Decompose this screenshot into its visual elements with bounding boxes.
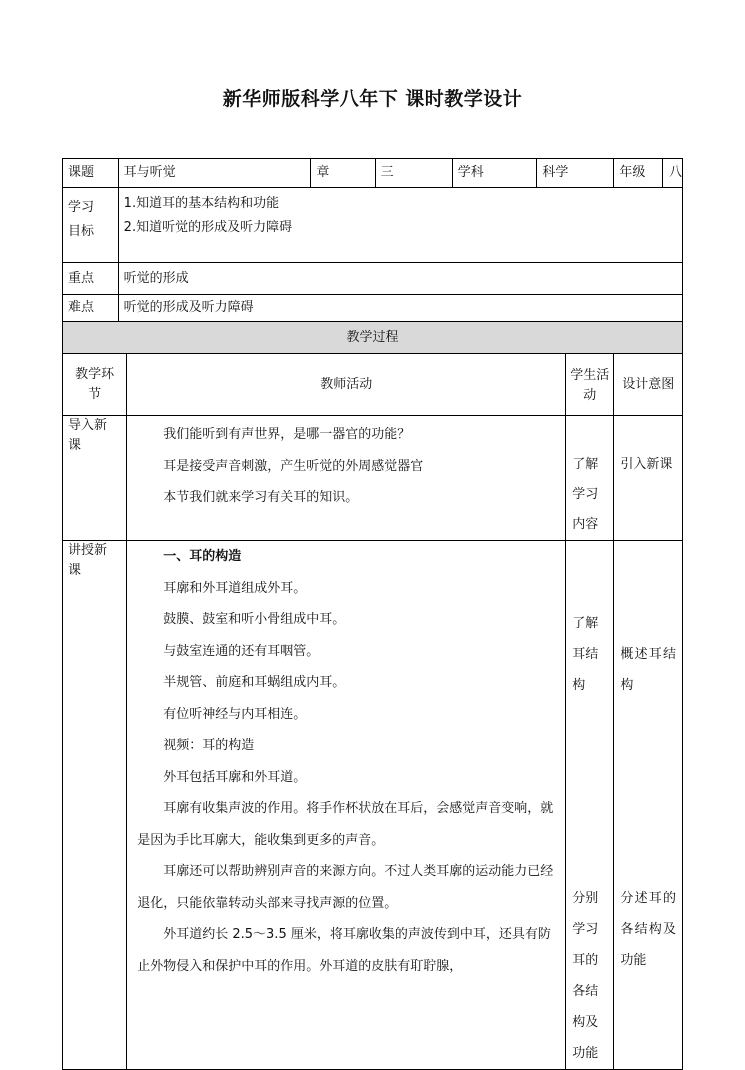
teacher-paragraph: 外耳道约长 2.5～3.5 厘米，将耳廓收集的声波传到中耳，还具有防止外物侵入和保护中耳的作用。外耳道的皮肤有耵聍腺，	[137, 927, 551, 974]
lecture-teacher	[127, 541, 566, 1070]
lecture-stage: 讲授新 课	[63, 541, 127, 1070]
lesson-value: 耳与听觉	[118, 159, 311, 188]
column-header-row	[63, 354, 683, 416]
page-title: 新华师版科学八年下 课时教学设计	[222, 88, 523, 110]
intro-teacher	[127, 416, 566, 541]
col-intent-header: 设计意图	[614, 354, 683, 416]
col-student-header: 学生活动	[566, 354, 614, 416]
chapter-label: 章	[311, 159, 375, 188]
teacher-paragraph: 耳廓还可以帮助辨别声音的来源方向。不过人类耳廓的运动能力已经退化，只能依靠转动头部来寻找声源的位置。	[137, 864, 554, 911]
chapter-value: 三	[375, 159, 452, 188]
goals-label: 学习 目标	[63, 188, 119, 263]
subject-value: 科学	[537, 159, 614, 188]
grade-label: 年级	[614, 159, 663, 187]
goal-item: 1.知道耳的基本结构和功能	[123, 196, 280, 211]
teacher-line: 与鼓室连通的还有耳咽管。	[163, 643, 320, 659]
lecture-row	[63, 541, 683, 1070]
col-teacher-header: 教师活动	[127, 354, 566, 416]
teacher-line: 本节我们就来学习有关耳的知识。	[163, 490, 359, 505]
process-header-row	[63, 322, 683, 354]
difficulty-value: 听觉的形成及听力障碍	[118, 295, 682, 322]
key-point-row	[63, 263, 683, 295]
goals-content	[118, 188, 682, 263]
grade-value: 八	[668, 165, 682, 180]
process-header: 教学过程	[63, 322, 683, 354]
subject-label: 学科	[452, 159, 537, 188]
intro-row	[63, 416, 683, 541]
intro-stage: 导入新 课	[63, 416, 127, 541]
teacher-line: 鼓膜、鼓室和听小骨组成中耳。	[163, 612, 346, 627]
lesson-label: 课题	[63, 159, 119, 188]
intro-student: 了解学习 内容	[566, 416, 614, 541]
teacher-line: 视频：耳的构造	[163, 738, 255, 753]
lesson-info-row	[63, 159, 683, 188]
teacher-line: 耳是接受声音刺激，产生听觉的外周感觉器官	[163, 458, 424, 474]
grade-cell	[614, 159, 683, 188]
teacher-paragraph: 耳廓有收集声波的作用。将手作杯状放在耳后，会感觉声音变响，就是因为手比耳廓大，能收集到更多的声音。	[137, 801, 554, 848]
difficulty-label: 难点	[63, 295, 119, 322]
intro-intent: 引入新课	[614, 416, 683, 541]
teacher-line: 外耳包括耳廓和外耳道。	[163, 769, 307, 785]
col-stage-header: 教学环 节	[63, 354, 127, 416]
key-point-value: 听觉的形成	[118, 263, 682, 295]
difficulty-row	[63, 295, 683, 322]
lecture-student: 了解耳结 构 分别学习 耳的各结 构及功能	[566, 541, 614, 1070]
goal-item: 2.知道听觉的形成及听力障碍	[123, 220, 293, 235]
teacher-line: 耳廓和外耳道组成外耳。	[163, 580, 307, 596]
teacher-line: 半规管、前庭和耳蜗组成内耳。	[163, 675, 346, 690]
lesson-plan-table	[62, 158, 683, 1070]
lecture-intent: 概述耳结 构 分述耳的 各结构及 功能	[614, 541, 683, 1070]
teacher-line: 我们能听到有声世界，是哪一器官的功能？	[163, 427, 411, 442]
goals-row	[63, 188, 683, 263]
key-point-label: 重点	[63, 263, 119, 295]
teacher-line: 有位听神经与内耳相连。	[163, 706, 307, 722]
section-heading: 一、耳的构造	[163, 549, 242, 564]
